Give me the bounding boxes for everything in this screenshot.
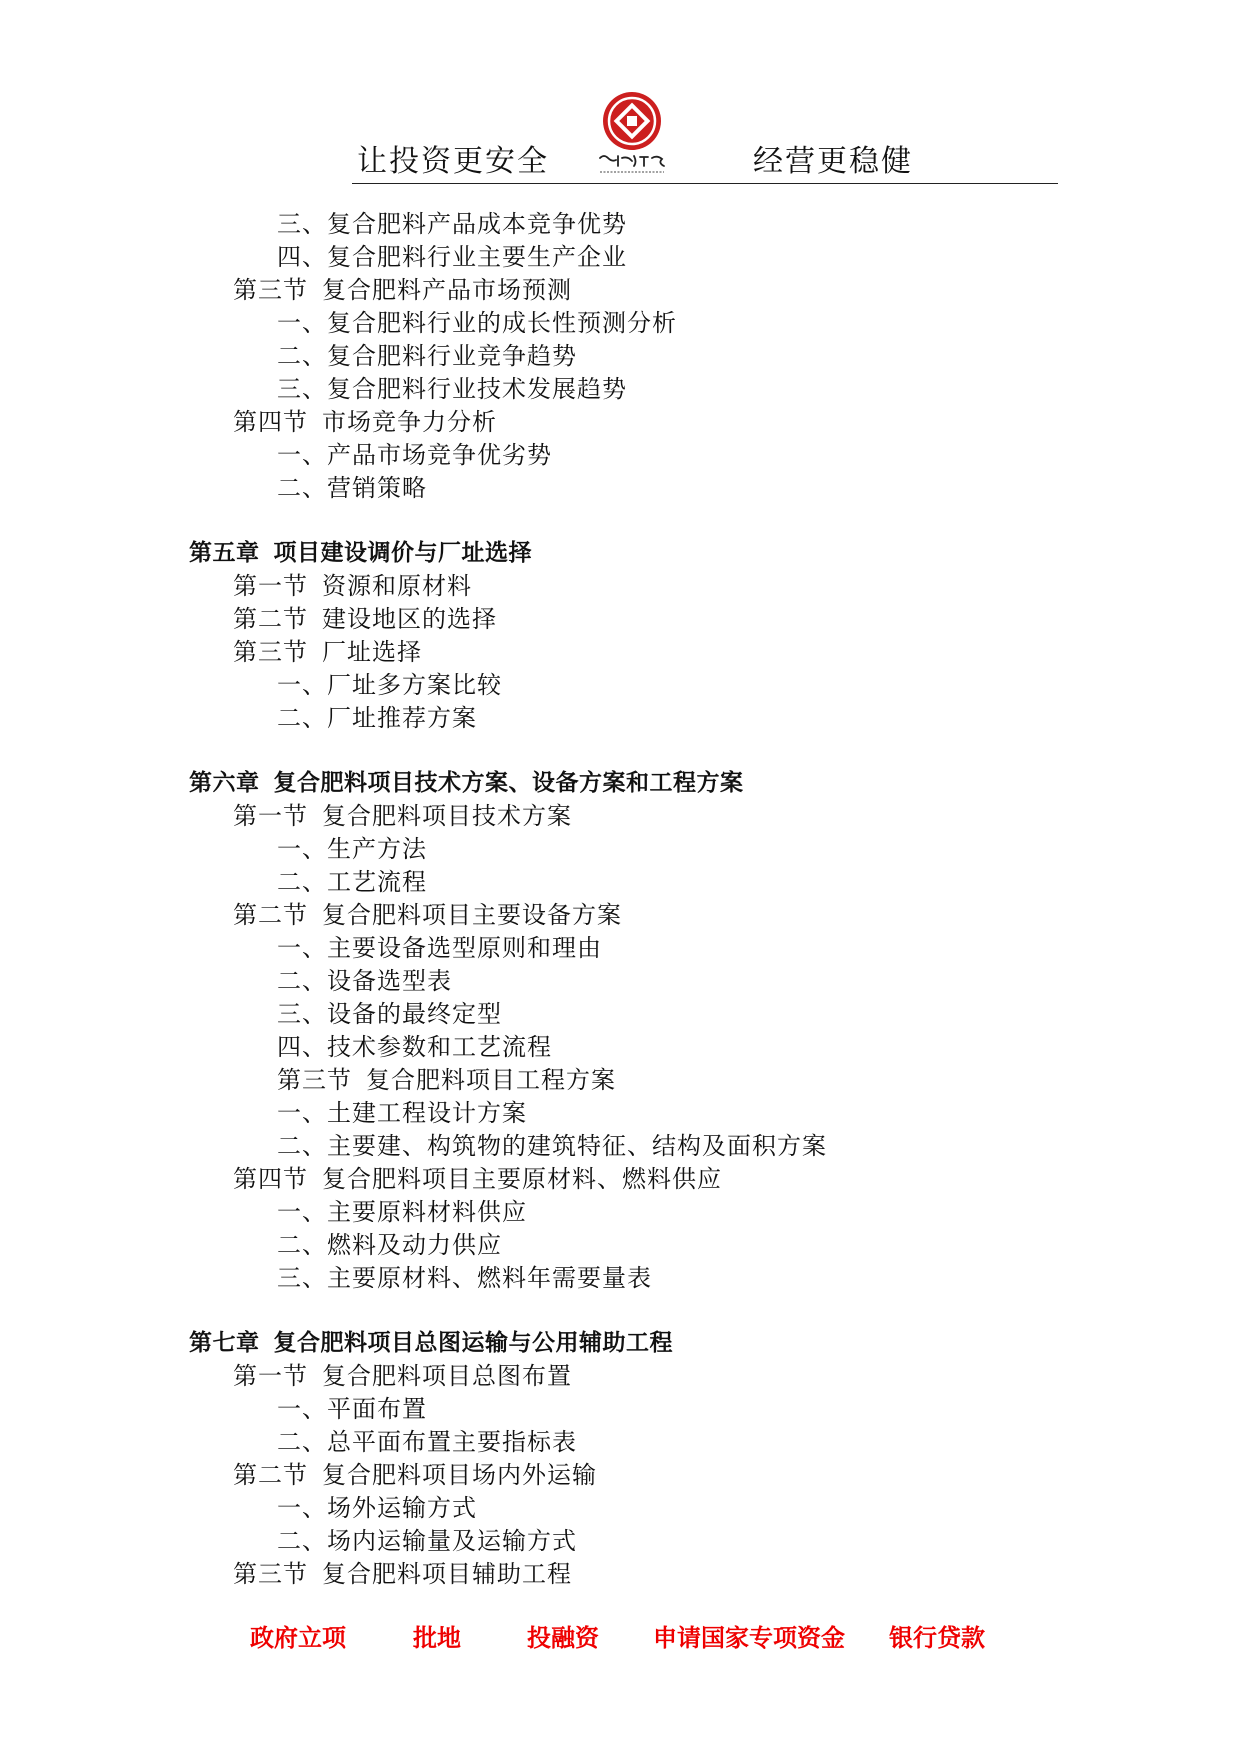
toc-title-text: 二、主要建、构筑物的建筑特征、结构及面积方案 bbox=[277, 1132, 827, 1160]
toc-title-text: 一、平面布置 bbox=[277, 1395, 427, 1423]
toc-title-text: 复合肥料项目技术方案、设备方案和工程方案 bbox=[273, 770, 744, 796]
toc-title-text: 复合肥料项目总图布置 bbox=[322, 1362, 572, 1390]
toc-item bbox=[189, 1492, 1089, 1525]
toc-title-text: 二、复合肥料行业竞争趋势 bbox=[277, 342, 577, 370]
toc-item bbox=[189, 208, 1089, 241]
header-slogan-left: 让投资更安全 bbox=[357, 144, 549, 179]
toc-title-text: 二、工艺流程 bbox=[277, 868, 427, 896]
toc-title-text: 二、厂址推荐方案 bbox=[277, 704, 477, 732]
toc-item bbox=[189, 998, 1089, 1031]
toc-title-text: 市场竞争力分析 bbox=[322, 408, 497, 436]
toc-title-text: 三、复合肥料行业技术发展趋势 bbox=[277, 375, 627, 403]
brand-wordmark-icon bbox=[594, 152, 670, 176]
footer-link-financing: 投融资 bbox=[527, 1624, 599, 1652]
toc-title-text: 一、生产方法 bbox=[277, 835, 427, 863]
toc-section bbox=[189, 1459, 1089, 1492]
toc-title-text: 一、主要原料材料供应 bbox=[277, 1198, 527, 1226]
toc-section bbox=[189, 1360, 1089, 1393]
toc-title-text: 复合肥料项目场内外运输 bbox=[322, 1461, 597, 1489]
toc-number-label: 第四节 bbox=[233, 1165, 308, 1193]
toc-item bbox=[189, 1031, 1089, 1064]
toc-title-text: 复合肥料产品市场预测 bbox=[322, 276, 572, 304]
toc-chapter bbox=[189, 767, 1089, 800]
toc-item bbox=[189, 472, 1089, 505]
toc-item bbox=[189, 1229, 1089, 1262]
toc-item bbox=[189, 1393, 1089, 1426]
toc-item bbox=[189, 1064, 1089, 1097]
toc-title-text: 项目建设调价与厂址选择 bbox=[273, 540, 532, 566]
toc-title-text: 一、主要设备选型原则和理由 bbox=[277, 934, 602, 962]
toc-title-text: 复合肥料项目技术方案 bbox=[322, 802, 572, 830]
toc-title-text: 一、场外运输方式 bbox=[277, 1494, 477, 1522]
toc-number-label: 第一节 bbox=[233, 572, 308, 600]
toc-item bbox=[189, 439, 1089, 472]
toc-title-text: 三、复合肥料产品成本竞争优势 bbox=[277, 210, 627, 238]
toc-section bbox=[189, 636, 1089, 669]
toc-title-text: 复合肥料项目主要设备方案 bbox=[322, 901, 622, 929]
toc-number-label: 第四节 bbox=[233, 408, 308, 436]
toc-item bbox=[189, 833, 1089, 866]
toc-item bbox=[189, 1262, 1089, 1295]
toc-number-label: 第七章 bbox=[189, 1330, 260, 1356]
toc-number-label: 第二节 bbox=[233, 901, 308, 929]
toc-title-text: 二、燃料及动力供应 bbox=[277, 1231, 502, 1259]
toc-title-text: 四、技术参数和工艺流程 bbox=[277, 1033, 552, 1061]
toc-item bbox=[189, 702, 1089, 735]
toc-item bbox=[189, 373, 1089, 406]
toc-title-text: 三、主要原材料、燃料年需要量表 bbox=[277, 1264, 652, 1292]
toc-section bbox=[189, 800, 1089, 833]
toc-item bbox=[189, 932, 1089, 965]
toc-title-text: 复合肥料项目工程方案 bbox=[366, 1066, 616, 1094]
toc-title-text: 一、厂址多方案比较 bbox=[277, 671, 502, 699]
toc-section bbox=[189, 1558, 1089, 1591]
toc-item bbox=[189, 241, 1089, 274]
toc-item bbox=[189, 1525, 1089, 1558]
toc-number-label: 第一节 bbox=[233, 802, 308, 830]
toc-section bbox=[189, 406, 1089, 439]
toc-number-label: 第三节 bbox=[233, 1560, 308, 1588]
toc-title-text: 二、总平面布置主要指标表 bbox=[277, 1428, 577, 1456]
toc-number-label: 第三节 bbox=[233, 638, 308, 666]
page-header bbox=[0, 0, 1241, 190]
toc-item bbox=[189, 965, 1089, 998]
toc-chapter bbox=[189, 537, 1089, 570]
toc-number-label: 第三节 bbox=[233, 276, 308, 304]
header-divider bbox=[352, 183, 1058, 184]
toc-chapter bbox=[189, 1327, 1089, 1360]
toc-title-text: 一、土建工程设计方案 bbox=[277, 1099, 527, 1127]
toc-item bbox=[189, 1130, 1089, 1163]
toc-title-text: 建设地区的选择 bbox=[322, 605, 497, 633]
seal-logo-icon bbox=[601, 90, 663, 152]
toc-item bbox=[189, 866, 1089, 899]
toc-section bbox=[189, 899, 1089, 932]
toc-item bbox=[189, 307, 1089, 340]
toc-title-text: 复合肥料项目总图运输与公用辅助工程 bbox=[273, 1330, 673, 1356]
toc-title-text: 资源和原材料 bbox=[322, 572, 472, 600]
table-of-contents bbox=[189, 208, 1089, 1591]
toc-item bbox=[189, 1097, 1089, 1130]
toc-title-text: 三、设备的最终定型 bbox=[277, 1000, 502, 1028]
toc-number-label: 第二节 bbox=[233, 605, 308, 633]
toc-number-label: 第一节 bbox=[233, 1362, 308, 1390]
toc-title-text: 一、产品市场竞争优劣势 bbox=[277, 441, 552, 469]
toc-item bbox=[189, 1426, 1089, 1459]
toc-title-text: 厂址选择 bbox=[322, 638, 422, 666]
toc-number-label: 第五章 bbox=[189, 540, 260, 566]
footer-link-land-approval: 批地 bbox=[413, 1624, 461, 1652]
toc-title-text: 一、复合肥料行业的成长性预测分析 bbox=[277, 309, 677, 337]
toc-number-label: 第六章 bbox=[189, 770, 260, 796]
toc-title-text: 复合肥料项目辅助工程 bbox=[322, 1560, 572, 1588]
toc-section bbox=[189, 274, 1089, 307]
footer-link-state-special-funds: 申请国家专项资金 bbox=[653, 1624, 845, 1652]
toc-title-text: 复合肥料项目主要原材料、燃料供应 bbox=[322, 1165, 722, 1193]
footer-link-bank-loan: 银行贷款 bbox=[889, 1624, 985, 1652]
toc-title-text: 二、场内运输量及运输方式 bbox=[277, 1527, 577, 1555]
toc-section bbox=[189, 603, 1089, 636]
toc-title-text: 四、复合肥料行业主要生产企业 bbox=[277, 243, 627, 271]
toc-section bbox=[189, 1163, 1089, 1196]
toc-number-label: 第三节 bbox=[277, 1066, 352, 1094]
toc-item bbox=[189, 1196, 1089, 1229]
footer-link-project-approval: 政府立项 bbox=[250, 1624, 346, 1652]
toc-title-text: 二、营销策略 bbox=[277, 474, 427, 502]
toc-title-text: 二、设备选型表 bbox=[277, 967, 452, 995]
toc-item bbox=[189, 669, 1089, 702]
toc-item bbox=[189, 340, 1089, 373]
toc-number-label: 第二节 bbox=[233, 1461, 308, 1489]
page-footer bbox=[0, 1618, 1241, 1658]
toc-section bbox=[189, 570, 1089, 603]
header-slogan-right: 经营更稳健 bbox=[753, 144, 913, 179]
